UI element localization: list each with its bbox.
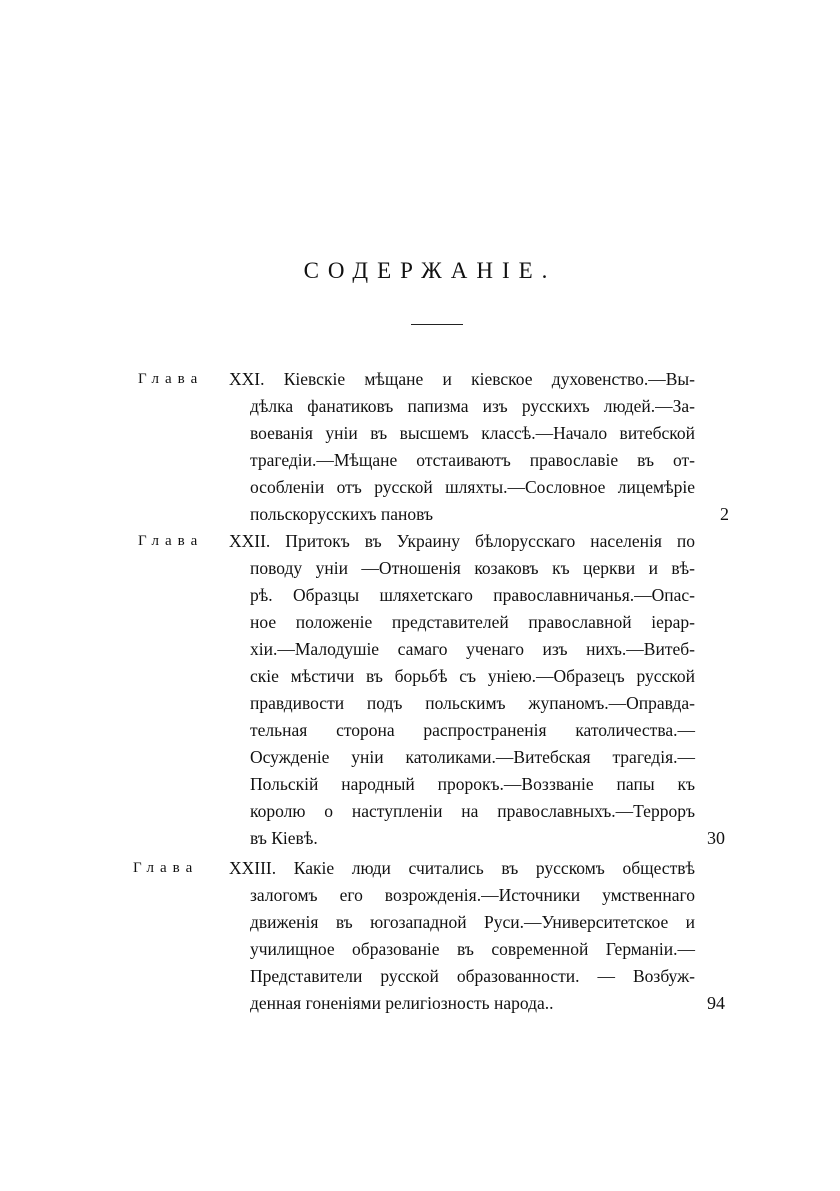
chapter-text-line: особленіи отъ русской шляхты.—Сословное лицемѣріе [250, 477, 695, 497]
chapter-text-line: Осужденіе уніи католиками.—Витебская трагедія.— [250, 747, 695, 767]
chapter-text-line: XXI. Кіевскіе мѣщане и кіевское духовенство.—Вы- [229, 369, 695, 389]
chapter-text-line: въ Кіевѣ. [250, 828, 318, 848]
chapter-text-line: поводу уніи —Отношенія козаковъ къ церкви и вѣ- [250, 558, 695, 578]
chapter-text-line: XXIII. Какіе люди считались въ русскомъ обществѣ [229, 858, 695, 878]
chapter-label: Глава [138, 371, 204, 387]
chapter-text-line: рѣ. Образцы шляхетскаго православничанья.—Опас- [250, 585, 695, 605]
chapter-label: Глава [138, 533, 204, 549]
chapter-text-line: скіе мѣстичи въ борьбѣ съ уніею.—Образецъ русской [250, 666, 695, 686]
chapter-text-line: польскорусскихъ пановъ [250, 504, 434, 524]
chapter-text-line: Польскій народный пророкъ.—Воззваніе папы къ [250, 774, 695, 794]
chapter-label: Глава [133, 860, 199, 876]
page-number: 30 [707, 828, 725, 848]
chapter-text-line: тельная сторона распространенія католичества.— [250, 720, 695, 740]
chapter-text-line: дѣлка фанатиковъ папизма изъ русскихъ людей.—За- [250, 396, 695, 416]
chapter-text-line: залогомъ его возрожденія.—Источники умственнаго [250, 885, 695, 905]
chapter-text-line: движенія въ югозападной Руси.—Университетское и [250, 912, 695, 932]
title-divider [411, 324, 463, 325]
page-number: 2 [720, 504, 729, 524]
chapter-text-line: денная гоненіями религіозность народа.. [250, 993, 554, 1013]
chapter-text-line: XXII. Притокъ въ Украину бѣлорусскаго населенія по [229, 531, 695, 551]
page-title: СОДЕРЖАНІЕ. [303, 258, 557, 283]
page-number: 94 [707, 993, 725, 1013]
chapter-text-line: хіи.—Малодушіе самаго ученаго изъ нихъ.—Витеб- [250, 639, 695, 659]
chapter-text-line: Представители русской образованности. — Возбуж- [250, 966, 695, 986]
chapter-text-line: училищное образованіе въ современной Германіи.— [250, 939, 695, 959]
chapter-text-line: трагедіи.—Мѣщане отстаиваютъ православіе въ от- [250, 450, 695, 470]
chapter-text-line: правдивости подъ польскимъ жупаномъ.—Оправда- [250, 693, 695, 713]
chapter-text-line: королю о наступленіи на православныхъ.—Терроръ [250, 801, 695, 821]
chapter-text-line: воеванія уніи въ высшемъ классѣ.—Начало витебской [250, 423, 695, 443]
chapter-text-line: ное положеніе представителей православной іерар- [250, 612, 695, 632]
